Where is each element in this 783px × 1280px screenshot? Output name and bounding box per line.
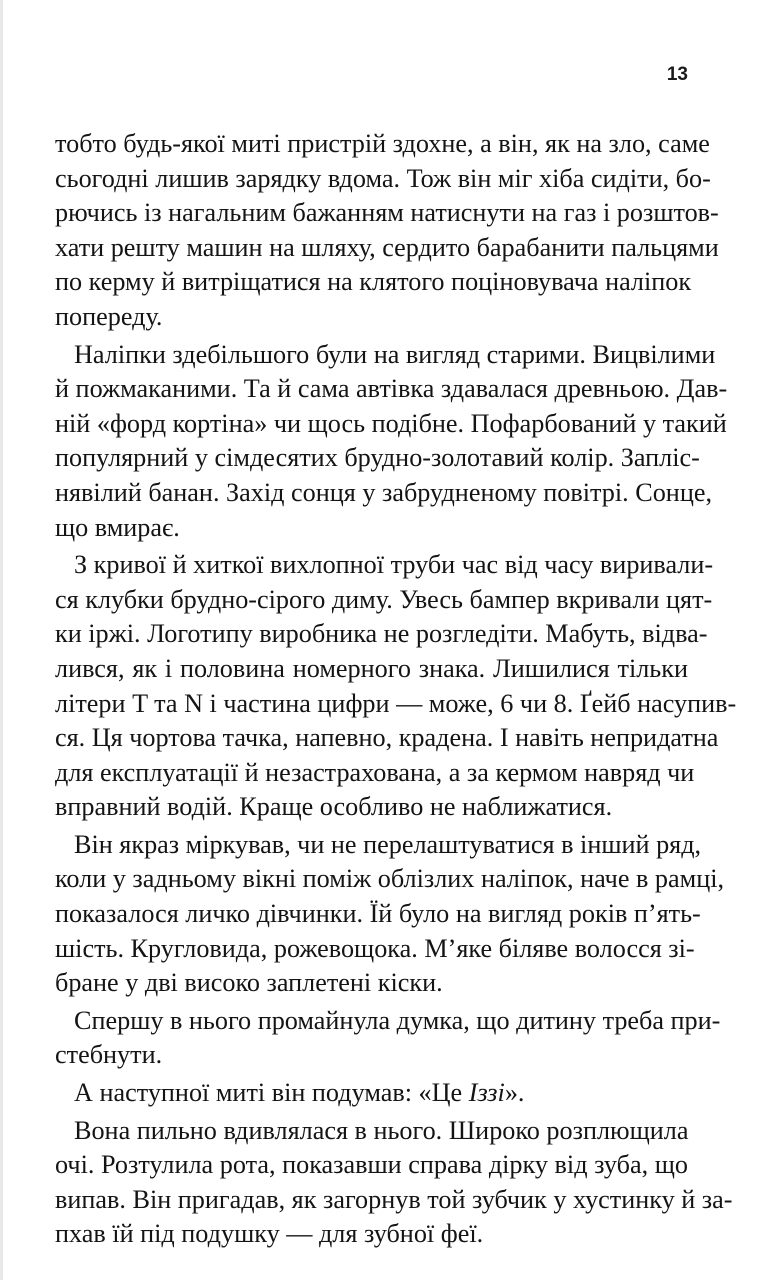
- text-line: попереду.: [55, 301, 163, 331]
- text-line: А наступної миті він подумав: «Це Іззі».: [74, 1078, 525, 1108]
- text-line: випав. Він пригадав, як загорнув той зубчик у хустинку й за-: [55, 1184, 733, 1214]
- text-line: Спершу в нього промайнула думка, що дитину треба при-: [74, 1005, 721, 1035]
- text-line: ся. Ця чортова тачка, напевно, крадена. І навіть непридатна: [55, 723, 719, 753]
- text-line: що вмирає.: [55, 512, 180, 542]
- text-line: Наліпки здебільшого були на вигляд старими. Вицвілими: [74, 339, 716, 369]
- text-line: Вона пильно вдивлялася в нього. Широко розплющила: [74, 1115, 689, 1145]
- body-text: [55, 127, 737, 1255]
- text-line: хати решту машин на шляху, сердито барабанити пальцями: [55, 232, 719, 262]
- paragraph: [55, 1076, 688, 1111]
- text-line: шість. Кругловида, рожевощока. М’яке біляве волосся зі-: [55, 933, 695, 963]
- paragraph: [55, 828, 725, 1001]
- text-line: по керму й витріщатися на клятого поціновувача наліпок: [55, 267, 692, 297]
- text-line: сьогодні лишив зарядку вдома. Тож він міг хіба сидіти, бо-: [55, 163, 711, 193]
- paragraph: [55, 127, 719, 335]
- paragraph: [55, 1004, 721, 1073]
- page-number: 13: [666, 64, 688, 85]
- text-line: тобто будь-якої миті пристрій здохне, а він, як на зло, саме: [55, 129, 710, 158]
- paragraph: [55, 1114, 733, 1252]
- text-line: ній «форд кортіна» чи щось подібне. Пофарбований у такий: [55, 408, 727, 438]
- text-line: бране у дві високо заплетені кіски.: [55, 968, 443, 998]
- text-line: коли у задньому вікні поміж облізлих наліпок, наче в рамці,: [55, 864, 725, 894]
- text-line: стебнути.: [55, 1040, 163, 1070]
- paragraph: [55, 338, 728, 546]
- text-line: пхав їй під подушку — для зубної феї.: [55, 1219, 484, 1249]
- text-line: нявілий банан. Захід сонця у забрудненому повітрі. Сонце,: [55, 477, 713, 507]
- text-line: вправний водій. Краще особливо не наближатися.: [55, 792, 613, 822]
- text-line: Він якраз міркував, чи не перелаштуватися в інший ряд,: [74, 829, 702, 859]
- paragraph: [55, 548, 737, 825]
- text-line: ки іржі. Логотипу виробника не розгледіти. Мабуть, відва-: [55, 619, 708, 649]
- text-line: рючись із нагальним бажанням натиснути на газ і розштов-: [55, 198, 719, 228]
- text-line: очі. Розтулила рота, показавши справа дірку від зуба, що: [55, 1150, 688, 1180]
- text-line: показалося личко дівчинки. Їй було на вигляд років п’ять-: [55, 899, 701, 929]
- emphasis: Іззі: [468, 1078, 505, 1108]
- page-edge: [0, 0, 3, 1280]
- text-line: ся клубки брудно-сірого диму. Увесь бампер вкривали цят-: [55, 584, 713, 614]
- text-line: для експлуатації й незастрахована, а за кермом навряд чи: [55, 757, 695, 787]
- text-line: З кривої й хиткої вихлопної труби час від часу виривали-: [74, 550, 714, 580]
- text-line: й пожмаканими. Та й сама автівка здавалася древньою. Дав-: [55, 374, 728, 404]
- text-line: літери T та N і частина цифри — може, 6 чи 8. Ґейб насупив-: [55, 688, 737, 718]
- text-line: лився, як і половина номерного знака. Лишилися тільки: [55, 653, 688, 683]
- text-line: популярний у сімдесятих брудно-золотавий колір. Запліс-: [55, 443, 700, 473]
